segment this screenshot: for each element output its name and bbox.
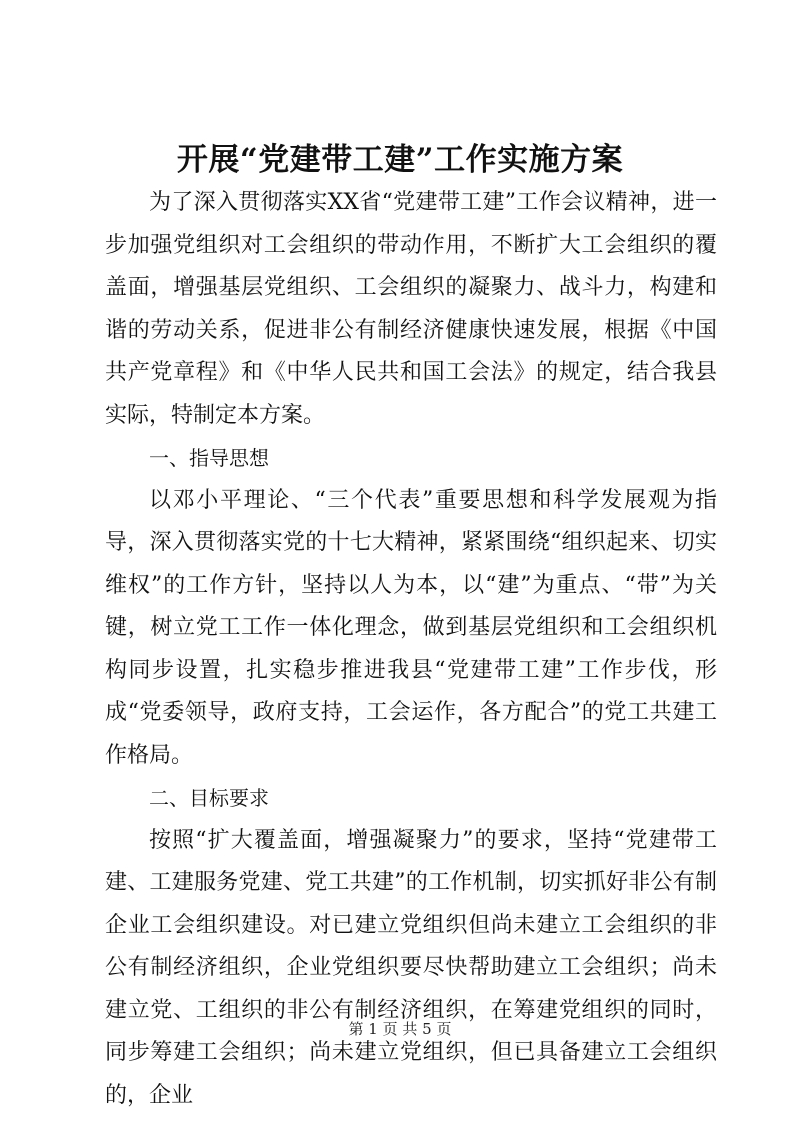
document-body (105, 182, 717, 1117)
paragraph-intro: 为了深入贯彻落实XX省“党建带工建”工作会议精神，进一步加强党组织对工会组织的带动作用，不断扩大工会组织的覆盖面，增强基层党组织、工会组织的凝聚力、战斗力，构建和谐的劳动关系，促进非公有制经济健康快速发展，根据《中国共产党章程》和《中华人民共和国工会法》的规定，结合我县实际，特制定本方案。 (105, 190, 717, 428)
document-title: 开展“党建带工建”工作实施方案 (176, 142, 624, 178)
paragraph-guiding-ideology: 以邓小平理论、“三个代表”重要思想和科学发展观为指导，深入贯彻落实党的十七大精神，紧紧围绕“组织起来、切实维权”的工作方针，坚持以人为本，以“建”为重点、“带”为关键，树立党工工作一体化理念，做到基层党组织和工会组织机构同步设置，扎实稳步推进我县“党建带工建”工作步伐，形成“党委领导，政府支持，工会运作，各方配合”的党工共建工作格局。 (105, 487, 717, 768)
section-heading-goals: 二、目标要求 (149, 786, 269, 810)
page-number-footer: 第 1 页 共 5 页 (348, 1020, 452, 1038)
paragraph-goals: 按照“扩大覆盖面，增强凝聚力”的要求，坚持“党建带工建、工建服务党建、党工共建”的工作机制，切实抓好非公有制企业工会组织建设。对已建立党组织但尚未建立工会组织的非公有制经济组织，企业党组织要尽快帮助建立工会组织；尚未建立党、工组织的非公有制经济组织，在筹建党组织的同时，同步筹建工会组织；尚未建立党组织，但已具备建立工会组织的，企业 (105, 827, 717, 1108)
section-heading-guiding-ideology: 一、指导思想 (149, 446, 269, 470)
